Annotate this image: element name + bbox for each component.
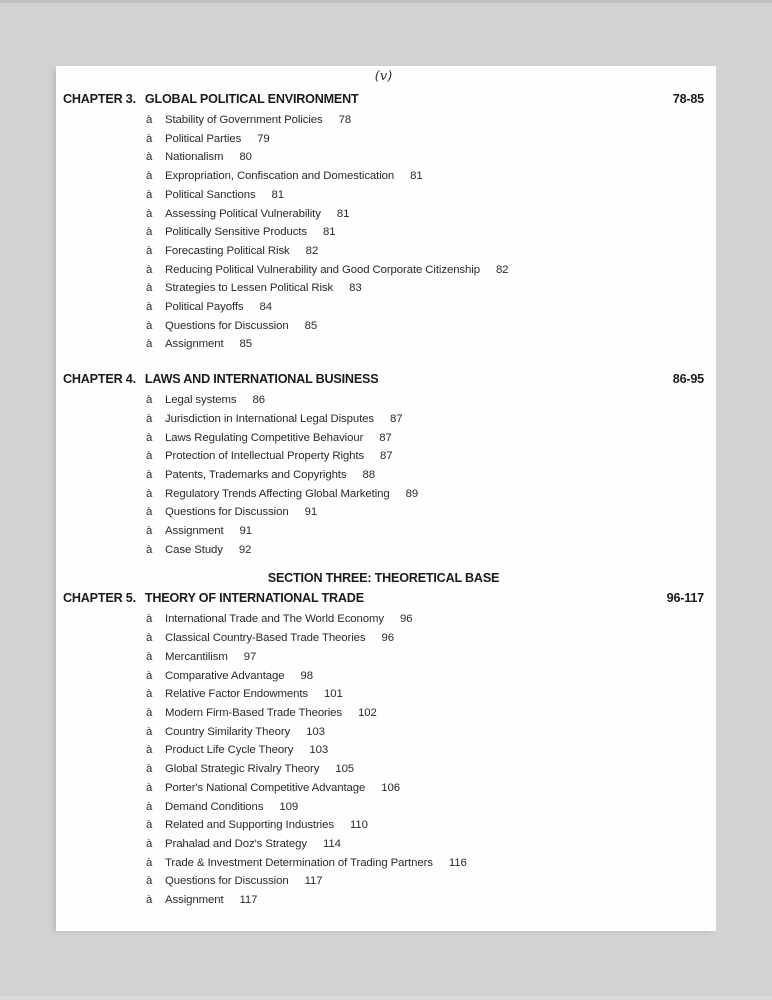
toc-item-label: Demand Conditions xyxy=(165,800,264,813)
toc-item-page: 101 xyxy=(324,688,343,701)
toc-item-label: Mercantilism xyxy=(165,650,228,663)
chapter-item-list xyxy=(63,391,704,559)
toc-item xyxy=(63,148,704,167)
toc-item xyxy=(63,223,704,242)
toc-item-label: Comparative Advantage xyxy=(165,669,285,682)
arrow-bullet-icon: à xyxy=(146,301,153,314)
toc-item-page: 85 xyxy=(304,319,318,332)
toc-item-label: Porter's National Competitive Advantage xyxy=(165,781,366,794)
arrow-bullet-icon: à xyxy=(146,688,153,701)
chapter-heading-left xyxy=(63,372,378,387)
toc-item xyxy=(63,279,704,298)
arrow-bullet-icon: à xyxy=(146,244,153,257)
toc-item-page: 103 xyxy=(309,744,329,757)
arrow-bullet-icon: à xyxy=(146,800,153,813)
toc-item xyxy=(63,261,704,280)
arrow-bullet-icon: à xyxy=(146,170,153,183)
toc-item-page: 117 xyxy=(239,894,258,907)
toc-item-label: Political Payoffs xyxy=(165,301,244,314)
toc-item-label: Modern Firm-Based Trade Theories xyxy=(165,706,343,719)
toc-item-label: Expropriation, Confiscation and Domestication xyxy=(165,170,395,183)
chapter-page-range: 96-117 xyxy=(666,591,704,606)
toc-item-page: 102 xyxy=(358,706,377,719)
chapter-page-range: 78-85 xyxy=(672,92,704,106)
toc-item-page: 89 xyxy=(405,487,419,500)
chapter-item-list xyxy=(63,111,704,354)
page-folio: (v) xyxy=(374,69,393,84)
chapter-heading xyxy=(63,372,704,387)
arrow-bullet-icon: à xyxy=(146,412,153,425)
toc-item xyxy=(63,704,704,723)
toc-item xyxy=(63,410,704,429)
toc-item xyxy=(63,447,704,466)
toc-item xyxy=(63,522,704,541)
toc-item-page: 85 xyxy=(239,338,252,351)
toc-item-page: 103 xyxy=(306,725,325,738)
chapter-heading-left xyxy=(63,591,364,606)
toc-item-page: 92 xyxy=(238,543,252,556)
toc-item xyxy=(63,835,704,854)
toc-item-label: Questions for Discussion xyxy=(165,875,289,888)
arrow-bullet-icon: à xyxy=(146,781,153,794)
toc-item xyxy=(63,130,704,149)
toc-item-page: 81 xyxy=(271,188,285,201)
arrow-bullet-icon: à xyxy=(146,188,153,201)
toc-item xyxy=(63,317,704,336)
chapter-title: GLOBAL POLITICAL ENVIRONMENT xyxy=(144,92,359,106)
toc-item xyxy=(63,186,704,205)
chapter-heading-left xyxy=(63,92,359,107)
toc-item xyxy=(63,610,704,629)
toc-item-page: 87 xyxy=(380,450,393,463)
arrow-bullet-icon: à xyxy=(146,894,153,907)
toc-item xyxy=(63,891,704,910)
toc-item xyxy=(63,629,704,648)
toc-item-label: Trade & Investment Determination of Trading Partners xyxy=(165,856,433,869)
chapter-number: CHAPTER 4. xyxy=(63,372,136,387)
toc-item xyxy=(63,391,704,410)
toc-item-page: 87 xyxy=(379,431,392,444)
arrow-bullet-icon: à xyxy=(146,669,153,682)
toc-item-label: Patents, Trademarks and Copyrights xyxy=(165,468,347,481)
toc-item-page: 106 xyxy=(381,781,400,794)
toc-item-label: Prahalad and Doz's Strategy xyxy=(165,837,307,850)
chapter-item-list xyxy=(63,610,704,909)
arrow-bullet-icon: à xyxy=(146,338,153,351)
toc-item-label: Reducing Political Vulnerability and Good Corporate Citizenship xyxy=(165,263,480,276)
arrow-bullet-icon: à xyxy=(146,114,153,126)
toc-item xyxy=(63,485,704,504)
arrow-bullet-icon: à xyxy=(146,543,153,556)
toc-page xyxy=(56,66,716,931)
arrow-bullet-icon: à xyxy=(146,431,153,444)
chapter-title: THEORY OF INTERNATIONAL TRADE xyxy=(144,591,364,606)
toc-item-page: 79 xyxy=(257,132,270,145)
toc-item-label: Legal systems xyxy=(165,394,237,407)
toc-item xyxy=(63,648,704,667)
toc-item-page: 82 xyxy=(495,263,509,276)
arrow-bullet-icon: à xyxy=(146,632,153,645)
chapter-number: CHAPTER 3. xyxy=(63,92,136,106)
arrow-bullet-icon: à xyxy=(146,487,153,500)
arrow-bullet-icon: à xyxy=(146,856,153,869)
arrow-bullet-icon: à xyxy=(146,875,153,888)
toc-item-page: 83 xyxy=(349,282,362,295)
toc-item xyxy=(63,723,704,742)
toc-item xyxy=(63,667,704,686)
toc-item-label: Nationalism xyxy=(165,151,224,164)
toc-item-label: Strategies to Lessen Political Risk xyxy=(165,282,334,295)
toc-item-page: 97 xyxy=(243,650,257,663)
toc-item-label: Related and Supporting Industries xyxy=(165,819,334,832)
toc-item-label: Politically Sensitive Products xyxy=(165,226,307,239)
toc-item-label: Regulatory Trends Affecting Global Marketing xyxy=(165,487,390,500)
arrow-bullet-icon: à xyxy=(146,282,153,295)
arrow-bullet-icon: à xyxy=(146,226,153,239)
toc-item xyxy=(63,111,704,130)
toc-item-label: Questions for Discussion xyxy=(165,506,289,519)
toc-item-page: 86 xyxy=(252,394,265,407)
toc-item-label: Assignment xyxy=(165,894,224,907)
toc-item xyxy=(63,541,704,560)
toc-item-page: 116 xyxy=(448,856,467,869)
toc-item-page: 114 xyxy=(322,837,341,850)
toc-item xyxy=(63,466,704,485)
arrow-bullet-icon: à xyxy=(146,151,153,164)
toc-item xyxy=(63,298,704,317)
toc-item xyxy=(63,798,704,817)
scan-top-edge xyxy=(0,0,772,3)
toc-item-page: 117 xyxy=(304,875,323,888)
section-heading: SECTION THREE: THEORETICAL BASE xyxy=(267,571,500,586)
chapter-page-range: 86-95 xyxy=(672,372,704,387)
arrow-bullet-icon: à xyxy=(146,613,153,626)
toc-item xyxy=(63,429,704,448)
arrow-bullet-icon: à xyxy=(146,525,153,538)
toc-item xyxy=(63,167,704,186)
toc-item xyxy=(63,242,704,261)
chapter-title: LAWS AND INTERNATIONAL BUSINESS xyxy=(144,372,379,387)
arrow-bullet-icon: à xyxy=(146,819,153,832)
toc-item-page: 109 xyxy=(279,800,299,813)
toc-item xyxy=(63,503,704,522)
arrow-bullet-icon: à xyxy=(146,837,153,850)
toc-item-label: Assessing Political Vulnerability xyxy=(165,207,321,220)
toc-item-label: Assignment xyxy=(165,338,224,351)
arrow-bullet-icon: à xyxy=(146,744,153,757)
toc-item-page: 98 xyxy=(300,669,313,682)
toc-item xyxy=(63,816,704,835)
toc-item-page: 91 xyxy=(239,525,252,538)
scan-bottom-edge xyxy=(0,996,772,1000)
toc-item-label: Assignment xyxy=(165,525,224,538)
toc-sections xyxy=(63,92,704,910)
toc-item xyxy=(63,741,704,760)
toc-item-label: Questions for Discussion xyxy=(165,319,289,332)
chapter-heading xyxy=(63,92,704,107)
arrow-bullet-icon: à xyxy=(146,650,153,663)
toc-item-page: 80 xyxy=(239,151,252,164)
toc-item-label: Jurisdiction in International Legal Disputes xyxy=(165,412,374,425)
toc-item-label: International Trade and The World Economy xyxy=(165,613,384,626)
arrow-bullet-icon: à xyxy=(146,207,153,220)
toc-item xyxy=(63,760,704,779)
toc-item xyxy=(63,685,704,704)
toc-item-page: 82 xyxy=(305,244,319,257)
toc-item-page: 91 xyxy=(304,506,318,519)
arrow-bullet-icon: à xyxy=(146,468,153,481)
chapter-heading xyxy=(63,591,704,606)
toc-item-label: Classical Country-Based Trade Theories xyxy=(165,632,366,645)
toc-item-page: 87 xyxy=(389,412,403,425)
toc-item-label: Political Parties xyxy=(165,132,242,145)
toc-item-label: Case Study xyxy=(165,543,223,556)
toc-item-page: 84 xyxy=(259,301,272,314)
toc-item-page: 81 xyxy=(322,226,336,239)
toc-item-label: Laws Regulating Competitive Behaviour xyxy=(165,431,364,444)
arrow-bullet-icon: à xyxy=(146,506,153,519)
arrow-bullet-icon: à xyxy=(146,394,153,407)
arrow-bullet-icon: à xyxy=(146,132,153,145)
toc-item-label: Country Similarity Theory xyxy=(165,725,291,738)
toc-item-label: Product Life Cycle Theory xyxy=(165,744,294,757)
toc-item xyxy=(63,854,704,873)
toc-item-label: Stability of Government Policies xyxy=(165,114,323,126)
arrow-bullet-icon: à xyxy=(146,725,153,738)
toc-item-label: Relative Factor Endowments xyxy=(165,688,309,701)
toc-item xyxy=(63,335,704,354)
toc-item-label: Global Strategic Rivalry Theory xyxy=(165,763,320,776)
arrow-bullet-icon: à xyxy=(146,263,153,276)
toc-item-page: 88 xyxy=(362,468,375,481)
toc-item-page: 81 xyxy=(336,207,350,220)
arrow-bullet-icon: à xyxy=(146,763,153,776)
toc-item-page: 96 xyxy=(400,613,413,626)
toc-item-label: Forecasting Political Risk xyxy=(165,244,290,257)
arrow-bullet-icon: à xyxy=(146,319,153,332)
toc-item-page: 81 xyxy=(410,170,423,183)
toc-item-page: 110 xyxy=(349,819,368,832)
toc-item xyxy=(63,872,704,891)
toc-item-page: 96 xyxy=(381,632,394,645)
toc-item-page: 78 xyxy=(338,114,352,126)
toc-item-page: 105 xyxy=(335,763,355,776)
arrow-bullet-icon: à xyxy=(146,450,153,463)
chapter-number: CHAPTER 5. xyxy=(63,591,136,606)
arrow-bullet-icon: à xyxy=(146,706,153,719)
toc-item xyxy=(63,779,704,798)
toc-content xyxy=(56,66,716,910)
toc-item-label: Protection of Intellectual Property Rights xyxy=(165,450,365,463)
toc-item xyxy=(63,205,704,224)
toc-item-label: Political Sanctions xyxy=(165,188,256,201)
